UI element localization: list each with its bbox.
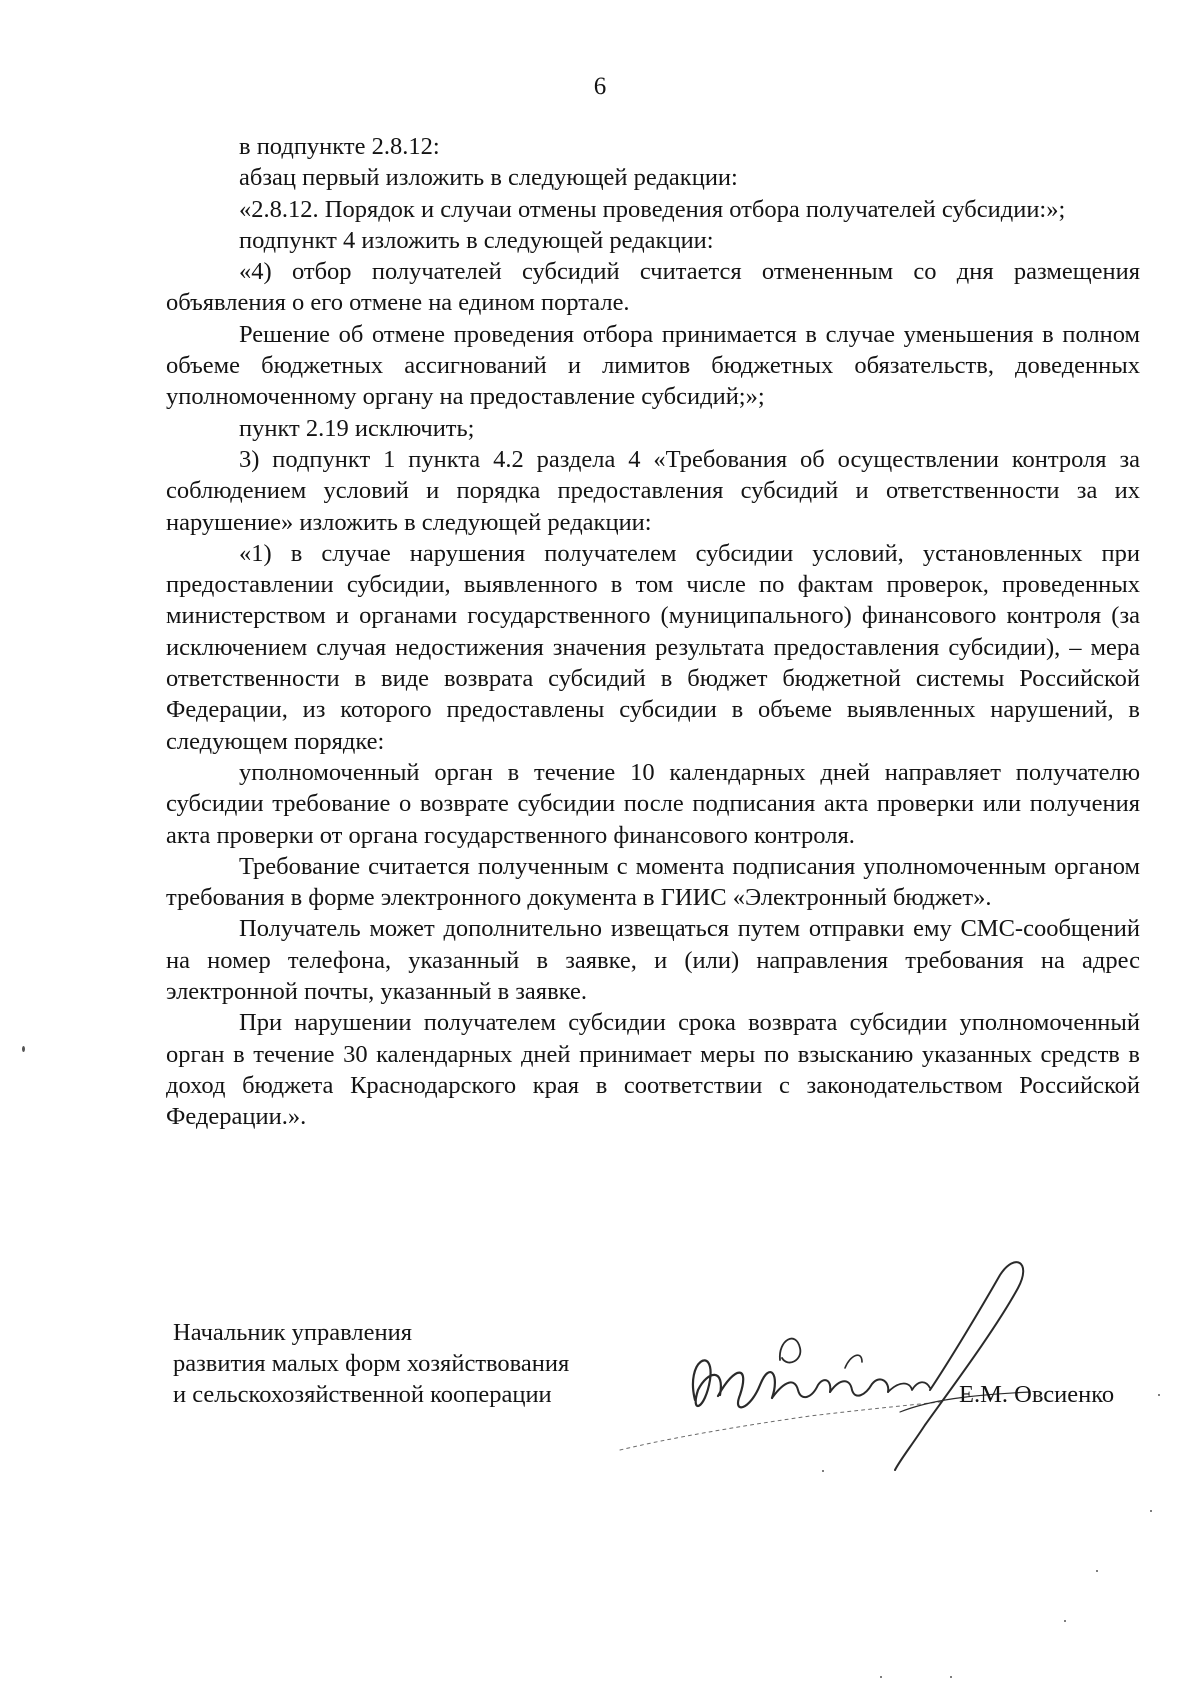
paragraph: Получатель может дополнительно извещаться путем отправки ему СМС-сообщений на номер телефона, указанный в заявке, и (или) направления требования на адрес электронной почты, указанный в заявке. — [166, 915, 1140, 1006]
paragraph: Решение об отмене проведения отбора принимается в случае уменьшения в полном объеме бюджетных ассигнований и лимитов бюджетных обязательств, доведенных уполномоченному органу на предоставление субсидий;»; — [166, 320, 1140, 411]
scan-speck — [1150, 1510, 1152, 1512]
paragraph: в подпункте 2.8.12: — [239, 133, 440, 160]
signatory-name: Е.М. Овсиенко — [959, 1381, 1115, 1408]
scan-speck — [1158, 1394, 1160, 1396]
scan-speck — [950, 1676, 952, 1678]
position-line: и сельскохозяйственной кооперации — [173, 1381, 552, 1408]
paragraph: При нарушении получателем субсидии срока возврата субсидии уполномоченный орган в течение 30 календарных дней принимает меры по взысканию указанных средств в доход бюджета Краснодарского края в соответствии с законодательством Российской Федерации.». — [166, 1009, 1140, 1131]
handwritten-signature — [600, 1250, 1080, 1480]
paragraph: подпункт 4 изложить в следующей редакции: — [239, 226, 714, 254]
position-line: развития малых форм хозяйствования — [173, 1350, 570, 1377]
paragraph: Требование считается полученным с момента подписания уполномоченным органом требования в форме электронного документа в ГИИС «Электронный бюджет». — [166, 852, 1140, 912]
scan-speck — [22, 1046, 25, 1052]
paragraph: «4) отбор получателей субсидий считается отмененным со дня размещения объявления о его отмене на едином портале. — [166, 258, 1140, 317]
paragraph: пункт 2.19 исключить; — [239, 414, 475, 442]
paragraph: уполномоченный орган в течение 10 календарных дней направляет получателю субсидии требование о возврате субсидии после подписания акта проверки или получения акта проверки от органа государственного финансового контроля. — [166, 758, 1140, 849]
scan-speck — [1096, 1570, 1098, 1572]
paragraph: абзац первый изложить в следующей редакции: — [239, 164, 738, 192]
position-line: Начальник управления — [173, 1319, 412, 1346]
scan-speck — [880, 1676, 882, 1678]
scan-speck — [1064, 1620, 1066, 1622]
paragraph: «2.8.12. Порядок и случаи отмены проведения отбора получателей субсидии:»; — [239, 195, 1066, 223]
paragraph: «1) в случае нарушения получателем субсидии условий, установленных при предоставлении субсидии, выявленного в том числе по фактам проверок, проведенных министерством и органами государственного (муниципального) финансового контроля (за исключением случая недостижения значения результата предоставления субсидии), – мера ответственности в виде возврата субсидий в бюджет бюджетной системы Российской Федерации, из которого предоставлены субсидии в объеме выявленных нарушений, в следующем порядке: — [166, 539, 1140, 755]
document-body — [166, 131, 1140, 1133]
page-number: 6 — [593, 73, 607, 100]
scan-speck — [822, 1470, 824, 1472]
paragraph: 3) подпункт 1 пункта 4.2 раздела 4 «Требования об осуществлении контроля за соблюдением условий и порядка предоставления субсидий и ответственности за их нарушение» изложить в следующей редакции: — [166, 445, 1140, 536]
